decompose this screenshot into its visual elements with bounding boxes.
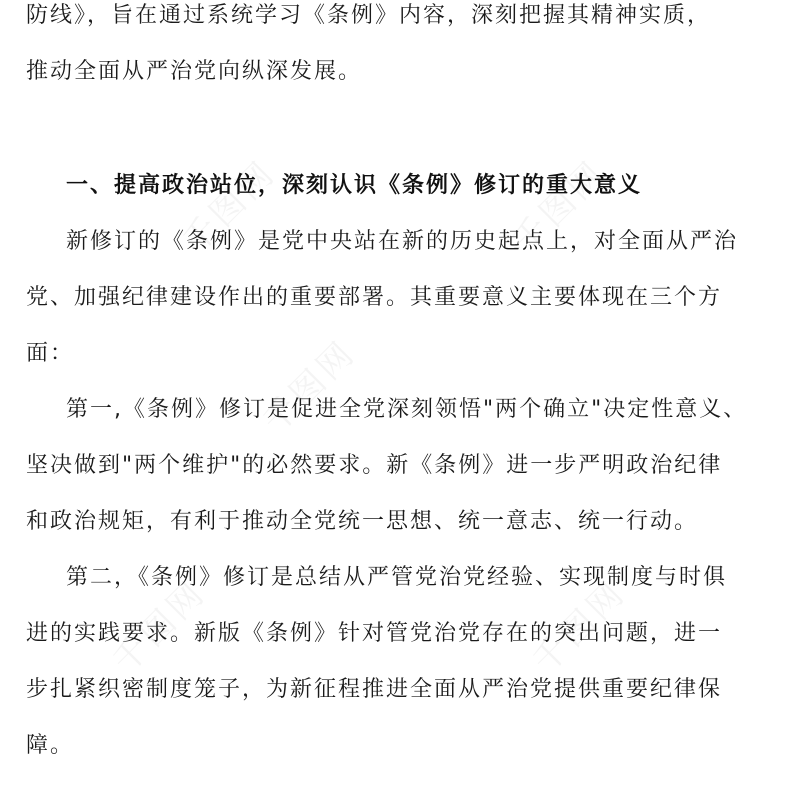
section-heading: 一、提高政治站位，深刻认识《条例》修订的重大意义 xyxy=(66,173,643,198)
paragraph-line: 和政治规矩，有利于推动全党统一思想、统一意志、统一行动。 xyxy=(26,509,699,534)
watermark: 千图网 xyxy=(105,572,214,682)
paragraph-line: 步扎紧织密制度笼子，为新征程推进全面从严治党提供重要纪律保 xyxy=(26,677,723,702)
paragraph-line: 新修订的《条例》是党中央站在新的历史起点上，对全面从严治 xyxy=(66,229,739,254)
paragraph-line: 第二，《条例》修订是总结从严管党治党经验、实现制度与时俱 xyxy=(66,565,728,590)
watermark: 千图网 xyxy=(175,152,284,262)
paragraph-line: 障。 xyxy=(26,733,75,758)
watermark: 千图网 xyxy=(255,332,364,442)
paragraph-line: 党、加强纪律建设作出的重要部署。其重要意义主要体现在三个方 xyxy=(26,285,723,310)
watermark: 千图网 xyxy=(505,152,614,262)
paragraph-line: 推动全面从严治党向纵深发展。 xyxy=(26,59,363,84)
paragraph-line: 进的实践要求。新版《条例》针对管党治党存在的突出问题，进一 xyxy=(26,621,723,646)
paragraph-line: 防线》，旨在通过系统学习《条例》内容，深刻把握其精神实质， xyxy=(26,3,712,28)
watermark: 千图网 xyxy=(525,572,634,682)
paragraph-line: 面： xyxy=(26,341,75,366)
paragraph-line: 第一,《条例》修订是促进全党深刻领悟"两个确立"决定性意义、 xyxy=(66,397,748,422)
paragraph-line: 坚决做到"两个维护"的必然要求。新《条例》进一步严明政治纪律 xyxy=(26,453,723,478)
